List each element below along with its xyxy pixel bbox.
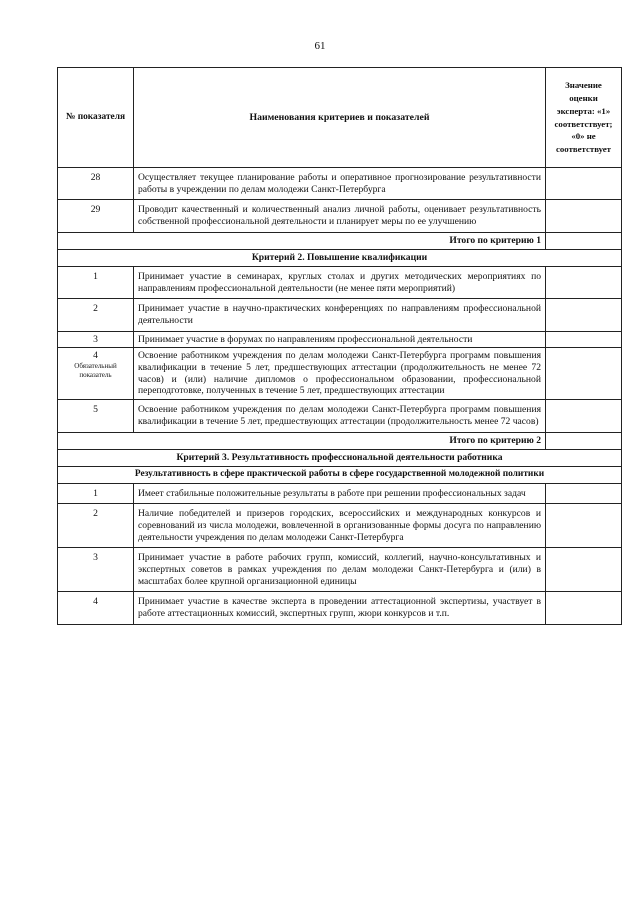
row-number: 4 (93, 350, 98, 362)
table-row (58, 504, 622, 548)
score-cell[interactable] (546, 504, 622, 548)
table-row (58, 331, 622, 348)
total-score-cell[interactable] (546, 232, 622, 249)
criteria-table (57, 67, 622, 625)
score-cell[interactable] (546, 331, 622, 348)
criterion-header-row (58, 449, 622, 466)
table-row (58, 348, 622, 400)
row-number: 3 (58, 331, 134, 348)
row-number-cell (58, 348, 134, 400)
total-label: Итого по критерию 1 (58, 232, 546, 249)
score-cell[interactable] (546, 299, 622, 331)
row-description: Принимает участие в качестве эксперта в проведении аттестационной экспертизы, участвует в работе аттестационных комиссий, экспертных групп, жюри конкурсов и т.п. (134, 592, 546, 624)
mandatory-note: Обязательный показатель (74, 362, 117, 380)
total-row (58, 432, 622, 449)
criterion-title: Критерий 3. Результативность профессиональной деятельности работника (58, 449, 622, 466)
score-cell[interactable] (546, 548, 622, 592)
column-header-value: Значение оценки эксперта: «1» соответствует; «0» не соответствует (546, 68, 622, 168)
criterion-title: Критерий 2. Повышение квалификации (58, 249, 622, 266)
total-label: Итого по критерию 2 (58, 432, 546, 449)
row-description: Имеет стабильные положительные результаты в работе при решении профессиональных задач (134, 483, 546, 504)
table-row (58, 400, 622, 432)
row-description: Наличие победителей и призеров городских, всероссийских и международных конкурсов и соревнований из числа молодежи, вовлеченной в организованные формы досуга по направлению деятельности учреждения по делам молодежи Санкт-Петербурга (134, 504, 546, 548)
score-cell[interactable] (546, 483, 622, 504)
row-number: 3 (58, 548, 134, 592)
column-header-name: Наименования критериев и показателей (134, 68, 546, 168)
table-row (58, 266, 622, 298)
row-number: 2 (58, 299, 134, 331)
table-header-row (58, 68, 622, 168)
table-row (58, 168, 622, 200)
row-number: 1 (58, 483, 134, 504)
score-cell[interactable] (546, 266, 622, 298)
row-description: Принимает участие в работе рабочих групп, комиссий, коллегий, научно-консультативных и экспертных советов в рамках учреждения по делам молодежи Санкт-Петербурга и (или) в масштабах более крупной организационной единицы (134, 548, 546, 592)
row-description: Проводит качественный и количественный анализ личной работы, оценивает результативность собственной профессиональной деятельности и планирует меры по ее улучшению (134, 200, 546, 232)
row-number: 1 (58, 266, 134, 298)
table-row (58, 548, 622, 592)
page-number: 61 (314, 40, 326, 52)
table-row (58, 200, 622, 232)
table-row (58, 299, 622, 331)
row-description: Освоение работником учреждения по делам молодежи Санкт-Петербурга программ повышения квалификации в течение 5 лет, предшествующих аттестации (продолжительность менее 72 часов) (134, 400, 546, 432)
row-number: 29 (58, 200, 134, 232)
subsection-header-row (58, 466, 622, 483)
row-description: Освоение работником учреждения по делам молодежи Санкт-Петербурга программ повышения квалификации в течение 5 лет, предшествующих аттестации (продолжительность не менее 72 часов) и (или) наличие дипломов о профессиональном образовании, профессиональной переподготовке, полученных в течение 5 лет, предшествующих аттестации (134, 348, 546, 400)
score-cell[interactable] (546, 348, 622, 400)
row-number: 4 (58, 592, 134, 624)
row-description: Принимает участие в форумах по направлениям профессиональной деятельности (134, 331, 546, 348)
total-score-cell[interactable] (546, 432, 622, 449)
row-description: Принимает участие в семинарах, круглых столах и других методических мероприятиях по направлениям профессиональной деятельности (не менее пяти мероприятий) (134, 266, 546, 298)
table-row (58, 483, 622, 504)
row-number: 5 (58, 400, 134, 432)
total-row (58, 232, 622, 249)
row-description: Принимает участие в научно-практических конференциях по направлениям профессиональной деятельности (134, 299, 546, 331)
subsection-title: Результативность в сфере практической работы в сфере государственной молодежной политики (58, 466, 622, 483)
criterion-header-row (58, 249, 622, 266)
column-header-number: № показателя (58, 68, 134, 168)
table-row (58, 592, 622, 624)
score-cell[interactable] (546, 200, 622, 232)
row-description: Осуществляет текущее планирование работы и оперативное прогнозирование результативности работы в учреждении по делам молодежи Санкт-Петербурга (134, 168, 546, 200)
score-cell[interactable] (546, 592, 622, 624)
score-cell[interactable] (546, 400, 622, 432)
score-cell[interactable] (546, 168, 622, 200)
row-number: 2 (58, 504, 134, 548)
row-number: 28 (58, 168, 134, 200)
